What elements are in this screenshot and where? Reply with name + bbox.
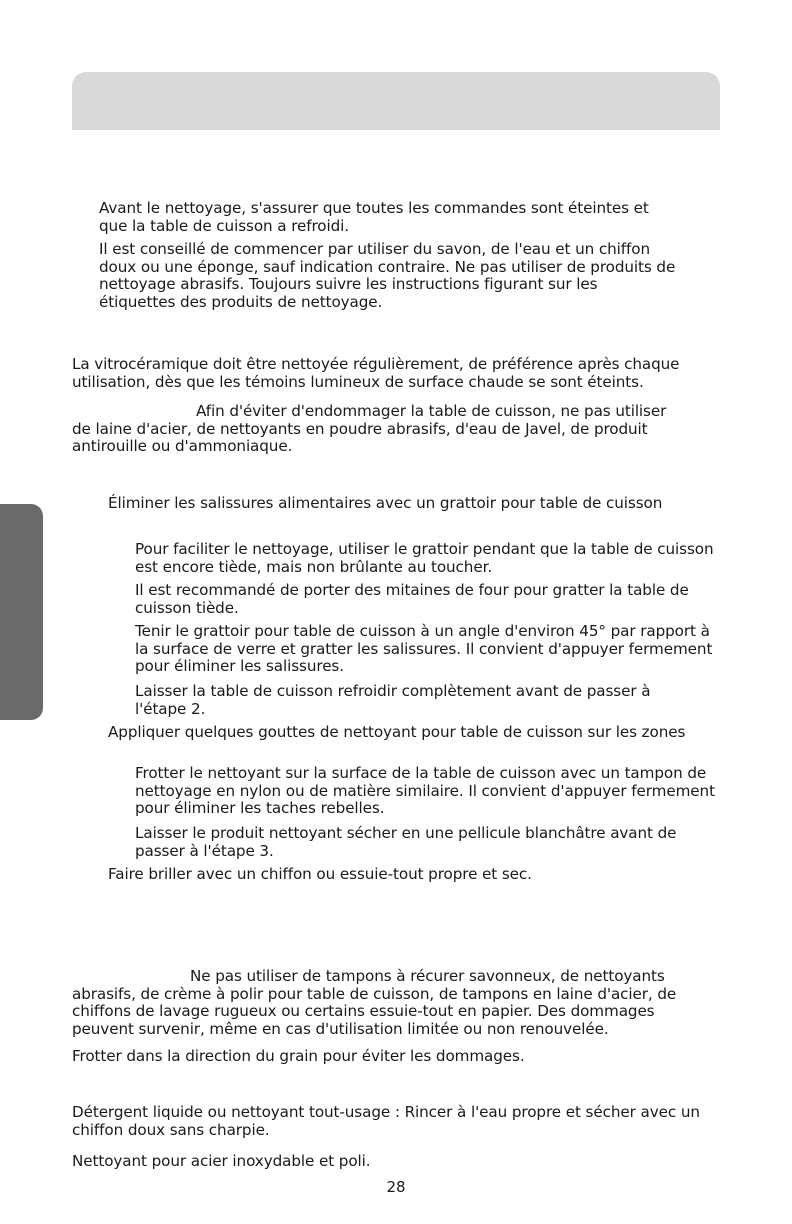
cleaner-paragraph-1: Détergent liquide ou nettoyant tout-usage : Rincer à l'eau propre et sécher avec un chiffon doux sans charpie.: [72, 1103, 700, 1139]
step-2-item: Frotter le nettoyant sur la surface de la table de cuisson avec un tampon de nettoyage en nylon ou de matière similaire. Il convient d'appuyer fermement pour éliminer les taches rebelles.: [135, 764, 715, 817]
intro-paragraph-1: Avant le nettoyage, s'assurer que toutes les commandes sont éteintes et que la table de cuisson a refroidi.: [99, 199, 649, 235]
step-1-item: Tenir le grattoir pour table de cuisson à un angle d'environ 45° par rapport à la surface de verre et gratter les salissures. Il convient d'appuyer fermement pour éliminer les salissures.: [135, 622, 713, 675]
section-header-bar: [72, 72, 720, 130]
step-1-item: Il est recommandé de porter des mitaines de four pour gratter la table de cuisson tiède.: [135, 581, 689, 617]
step-1-item: Pour faciliter le nettoyage, utiliser le grattoir pendant que la table de cuisson est encore tiède, mais non brûlante au toucher.: [135, 540, 714, 576]
inox-paragraph-2: Frotter dans la direction du grain pour éviter les dommages.: [72, 1047, 525, 1065]
cleaner-paragraph-2: Nettoyant pour acier inoxydable et poli.: [72, 1152, 371, 1170]
vitro-warning: Afin d'éviter d'endommager la table de cuisson, ne pas utiliser de laine d'acier, de nettoyants en poudre abrasifs, d'eau de Javel, de produit antirouille ou d'ammoniaque.: [72, 402, 667, 455]
step-3: Faire briller avec un chiffon ou essuie-tout propre et sec.: [108, 865, 532, 883]
intro-paragraph-2: Il est conseillé de commencer par utiliser du savon, de l'eau et un chiffon doux ou une éponge, sauf indication contraire. Ne pas utiliser de produits de nettoyage abrasifs. Toujours suivre les instructions figurant sur les étiquettes des produits de nettoyage.: [99, 240, 676, 311]
step-2: Appliquer quelques gouttes de nettoyant pour table de cuisson sur les zones: [108, 723, 686, 741]
page-number: 28: [386, 1178, 406, 1196]
chapter-side-tab: [0, 504, 43, 720]
inox-warning: Ne pas utiliser de tampons à récurer savonneux, de nettoyants abrasifs, de crème à polir pour table de cuisson, de tampons en laine d'acier, de chiffons de lavage rugueux ou certains essuie-tout en papier. Des dommages peuvent survenir, même en cas d'utilisation limitée ou non renouvelée.: [72, 967, 677, 1038]
step-1: Éliminer les salissures alimentaires avec un grattoir pour table de cuisson: [108, 494, 663, 512]
vitro-paragraph-1: La vitrocéramique doit être nettoyée régulièrement, de préférence après chaque utilisation, dès que les témoins lumineux de surface chaude se sont éteints.: [72, 355, 680, 391]
step-1-item: Laisser la table de cuisson refroidir complètement avant de passer à l'étape 2.: [135, 682, 651, 718]
step-2-item: Laisser le produit nettoyant sécher en une pellicule blanchâtre avant de passer à l'étape 3.: [135, 824, 677, 860]
